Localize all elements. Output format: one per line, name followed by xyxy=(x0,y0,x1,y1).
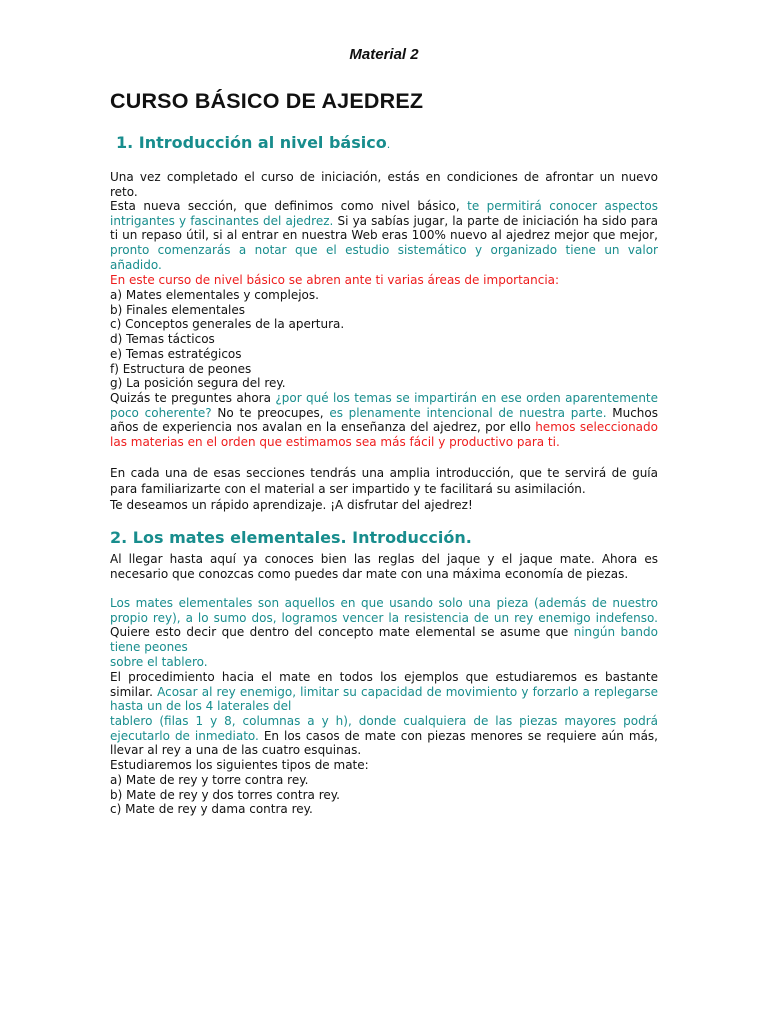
list-item: b) Finales elementales xyxy=(110,302,246,317)
list-item: e) Temas estratégicos xyxy=(110,346,242,361)
section-1-p2-text-c: Si ya sabías jugar, la parte de iniciación ha sido para ti un repaso útil, si al entrar en nuestra Web eras 100% nuevo al ajedrez mejor que mejor, xyxy=(110,213,658,243)
section-1-paragraph-4 xyxy=(110,391,658,450)
list-item: c) Conceptos generales de la apertura. xyxy=(110,317,345,332)
section-1-list xyxy=(110,288,658,391)
list-item: c) Mate de rey y dama contra rey. xyxy=(110,802,313,817)
section-2-p2-text-b: Quiere esto decir que dentro del concepto mate elemental se asume que xyxy=(110,625,574,640)
list-item: d) Temas tácticos xyxy=(110,332,215,347)
section-2-list xyxy=(110,773,658,817)
section-1-paragraph-2 xyxy=(110,199,658,273)
section-2-paragraph-2-end: sobre el tablero. xyxy=(110,655,208,669)
section-2-heading: 2. Los mates elementales. Introducción. xyxy=(110,528,472,547)
section-2-paragraph-2 xyxy=(110,596,658,655)
list-item: g) La posición segura del rey. xyxy=(110,376,286,391)
section-1-p2-text-a: Esta nueva sección, que definimos como nivel básico, xyxy=(110,199,468,213)
section-2-p3-highlight-b2: tablero (filas 1 y 8, columnas a y h), donde cualquiera de las piezas mayores podrá ejecutarlo de inmediato. xyxy=(110,714,658,743)
section-1-p4-text-c: No te preocupes, xyxy=(211,405,330,420)
list-item: a) Mate de rey y torre contra rey. xyxy=(110,773,309,787)
list-item: a) Mates elementales y complejos. xyxy=(110,288,319,302)
section-1-p4-text-e: Muchos años de experiencia nos avalan en la enseñanza del ajedrez, por ello xyxy=(110,405,659,435)
section-2-paragraph-1: Al llegar hasta aquí ya conoces bien las reglas del jaque y el jaque mate. Ahora es necesario que conozcas como puedes dar mate con una máxima economía de piezas. xyxy=(110,552,658,581)
section-1-p4-highlight-d: es plenamente intencional de nuestra parte. xyxy=(329,405,607,420)
section-1-paragraph-1: Una vez completado el curso de iniciación, estás en condiciones de afrontar un nuevo reto. xyxy=(110,170,658,199)
document-title: CURSO BÁSICO DE AJEDREZ xyxy=(110,89,424,113)
section-2-p3-highlight-b1: Acosar al rey enemigo, limitar su capacidad de movimiento y forzarlo a replegarse hasta un de los 4 laterales del xyxy=(110,684,658,714)
section-1-paragraph-5: En cada una de esas secciones tendrás una amplia introducción, que te servirá de guía para familiarizarte con el material a ser impartido y te facilitará su asimilación. xyxy=(110,466,658,496)
section-2-p3-text-a: El procedimiento hacia el mate en todos los ejemplos que estudiaremos es bastante similar. xyxy=(110,670,658,699)
section-1-p2-highlight-b: te permitirá conocer aspectos intrigantes y fascinantes del ajedrez. xyxy=(110,199,659,228)
list-item: f) Estructura de peones xyxy=(110,361,252,376)
section-1-p2-highlight-d: pronto comenzarás a notar que el estudio sistemático y organizado tiene un valor añadido. xyxy=(110,243,658,272)
section-2-paragraph-3a xyxy=(110,670,658,714)
section-2-p2-highlight-c1: ningún bando tiene peones xyxy=(110,625,658,655)
section-2-p2-highlight-a: Los mates elementales son aquellos en que usando solo una pieza (además de nuestro propio rey), a lo sumo dos, logramos vencer la resistencia de un rey enemigo indefenso. xyxy=(110,596,658,625)
list-item: b) Mate de rey y dos torres contra rey. xyxy=(110,787,340,802)
section-1-p4-highlight-f: hemos seleccionado las materias en el orden que estimamos sea más fácil y productivo para ti. xyxy=(110,420,658,450)
section-1-p4-text-a: Quizás te preguntes ahora xyxy=(110,391,276,405)
section-1-paragraph-3: En este curso de nivel básico se abren ante ti varias áreas de importancia: xyxy=(110,273,560,287)
section-1-p4-highlight-b: ¿por qué los temas se impartirán en ese orden aparentemente poco coherente? xyxy=(110,391,659,420)
section-2-paragraph-4: Estudiaremos los siguientes tipos de mate: xyxy=(110,758,369,772)
section-2-paragraph-3b xyxy=(110,714,658,758)
section-2-p3-text-c: En los casos de mate con piezas menores se requiere aún más, llevar al rey a una de las cuatro esquinas. xyxy=(110,728,658,758)
section-1-heading-dot: . xyxy=(386,138,391,151)
material-label: Material 2 xyxy=(349,46,419,63)
section-1-paragraph-6: Te deseamos un rápido aprendizaje. ¡A disfrutar del ajedrez! xyxy=(110,498,473,512)
section-1-heading xyxy=(116,133,390,152)
section-1-heading-text: 1. Introducción al nivel básico xyxy=(116,133,387,152)
